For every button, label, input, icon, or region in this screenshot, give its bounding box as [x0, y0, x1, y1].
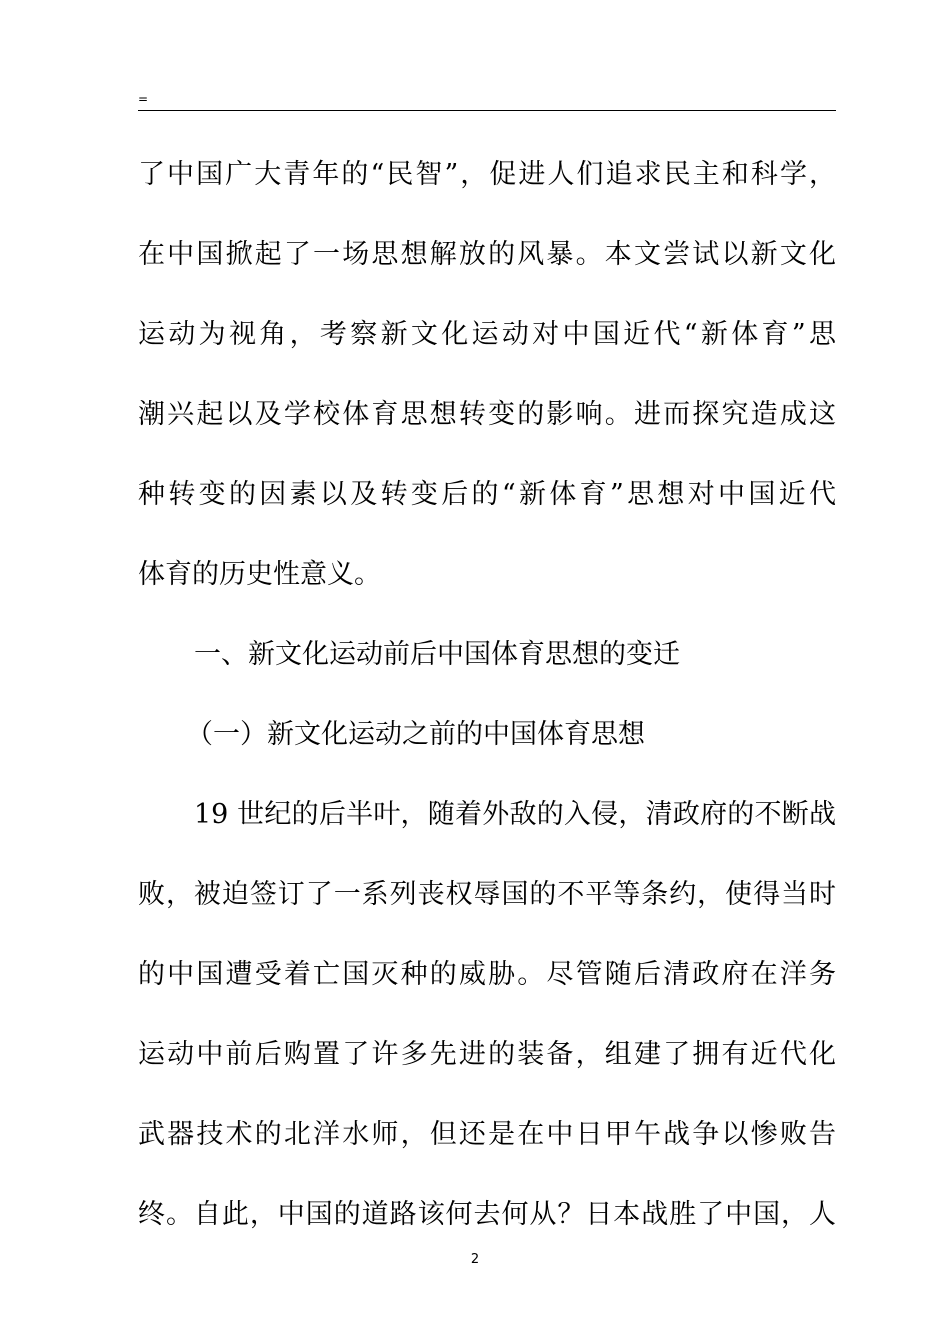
text-line: 潮兴起以及学校体育思想转变的影响。进而探究造成这: [138, 399, 836, 430]
text-line: 了中国广大青年的“民智”，促进人们追求民主和科学，: [138, 159, 836, 190]
text-line: 的中国遭受着亡国灭种的威胁。尽管随后清政府在洋务: [138, 959, 836, 990]
header-rule: [138, 110, 836, 111]
text-line: 运动为视角，考察新文化运动对中国近代“新体育”思: [138, 319, 836, 350]
page-number: 2: [470, 1252, 480, 1267]
text-line: 运动中前后购置了许多先进的装备，组建了拥有近代化: [138, 1039, 836, 1070]
body-text: [138, 135, 836, 1255]
text-line: 种转变的因素以及转变后的“新体育”思想对中国近代: [138, 479, 836, 510]
header-mark: =: [138, 92, 149, 106]
text-line: 在中国掀起了一场思想解放的风暴。本文尝试以新文化: [138, 239, 836, 270]
section-heading: 一、新文化运动前后中国体育思想的变迁: [194, 639, 680, 670]
text-line: 体育的历史性意义。: [138, 559, 381, 590]
text-line: 19 世纪的后半叶，随着外敌的入侵，清政府的不断战: [194, 799, 836, 830]
text-line: 败，被迫签订了一系列丧权辱国的不平等条约，使得当时: [138, 879, 836, 910]
text-line: 武器技术的北洋水师，但还是在中日甲午战争以惨败告: [138, 1119, 836, 1150]
subsection-heading: （一）新文化运动之前的中国体育思想: [186, 719, 645, 750]
text-line: 终。自此，中国的道路该何去何从？日本战胜了中国，人: [138, 1199, 836, 1230]
